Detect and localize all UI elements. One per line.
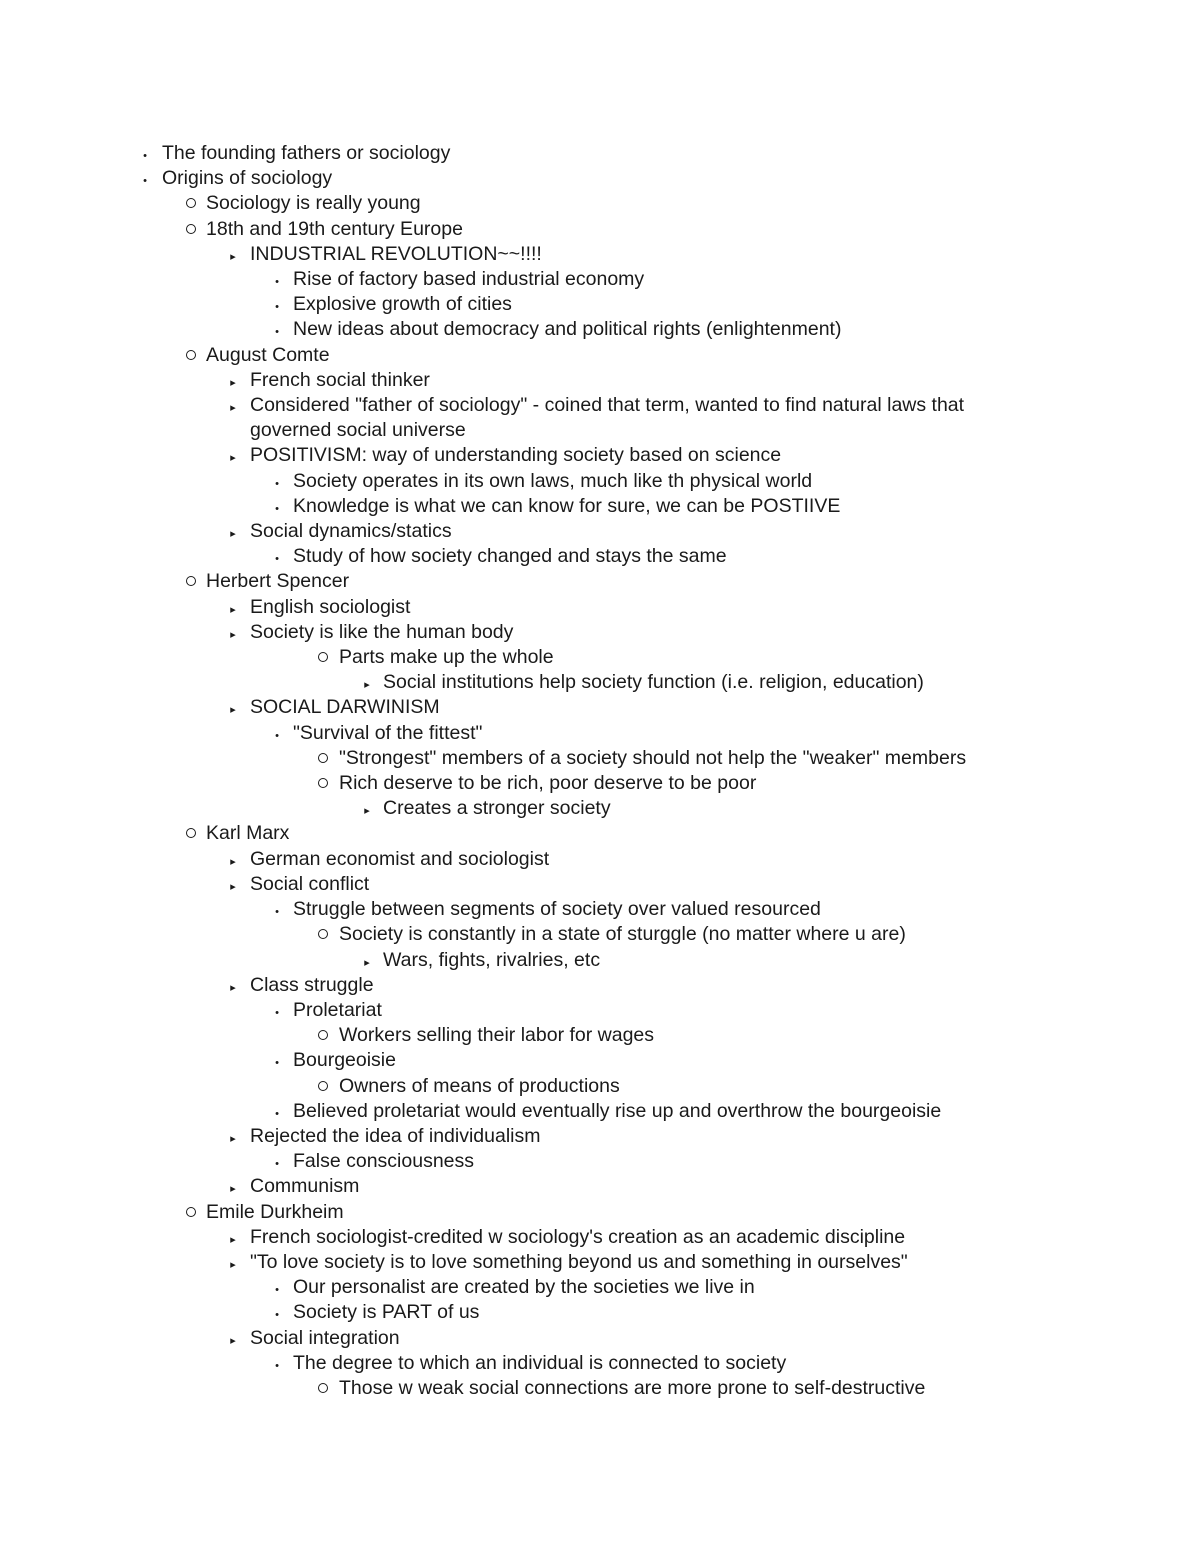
outline-item — [0, 267, 1200, 292]
outline-item — [0, 469, 1200, 494]
outline-item-text: Society is like the human body — [250, 620, 514, 643]
outline-item — [0, 1326, 1200, 1351]
bullet-icon — [271, 897, 283, 925]
outline-item — [0, 695, 1200, 720]
outline-item — [0, 796, 1200, 821]
outline-item — [0, 1351, 1200, 1376]
outline-item-text: Class struggle — [250, 973, 374, 996]
outline-item — [0, 217, 1200, 242]
triangle-bullet-icon — [227, 1174, 239, 1202]
outline-item — [0, 242, 1200, 267]
bullet-icon — [139, 141, 151, 169]
outline-item-text: Study of how society changed and stays the same — [293, 545, 727, 568]
outline-item-text: "Survival of the fittest" — [293, 721, 483, 744]
outline-item-text: New ideas about democracy and political rights (enlightenment) — [293, 318, 842, 341]
triangle-bullet-icon — [227, 1326, 239, 1354]
outline-item — [0, 1200, 1200, 1225]
outline-item — [0, 191, 1200, 216]
outline-item — [0, 771, 1200, 796]
outline-item-text: Society is constantly in a state of sturggle (no matter where u are) — [339, 923, 906, 946]
outline-item — [0, 1074, 1200, 1099]
outline-item — [0, 948, 1200, 973]
outline-item-text: Herbert Spencer — [206, 570, 350, 593]
outline-item-text: "Strongest" members of a society should not help the "weaker" members — [339, 746, 967, 769]
hollow-circle-bullet-icon — [185, 191, 197, 216]
outline-item — [0, 821, 1200, 846]
outline-item-text: False consciousness — [293, 1150, 475, 1173]
hollow-circle-bullet-icon — [185, 821, 197, 846]
outline-item — [0, 166, 1200, 191]
bullet-icon — [271, 998, 283, 1026]
outline-item — [0, 620, 1200, 645]
outline-item — [0, 1149, 1200, 1174]
outline-item — [0, 1300, 1200, 1325]
outline-item-text: Karl Marx — [206, 822, 290, 845]
outline-item — [0, 746, 1200, 771]
bullet-icon — [271, 317, 283, 345]
triangle-bullet-icon — [227, 443, 239, 471]
triangle-bullet-icon — [361, 670, 373, 698]
bullet-icon — [271, 1300, 283, 1328]
outline-item — [0, 1099, 1200, 1124]
outline-item-text: Rise of factory based industrial economy — [293, 268, 645, 291]
outline-item — [0, 544, 1200, 569]
hollow-circle-bullet-icon — [185, 217, 197, 242]
bullet-icon — [271, 494, 283, 522]
outline-item-text: 18th and 19th century Europe — [206, 217, 463, 240]
hollow-circle-bullet-icon — [317, 1023, 329, 1048]
triangle-bullet-icon — [227, 1225, 239, 1253]
bullet-icon — [271, 721, 283, 749]
outline-item-text: August Comte — [206, 343, 330, 366]
bullet-icon — [271, 1048, 283, 1076]
outline-item-text: Wars, fights, rivalries, etc — [383, 948, 601, 971]
outline-item — [0, 1376, 1200, 1401]
outline-item-text: English sociologist — [250, 595, 411, 618]
outline-item-text: Our personalist are created by the societies we live in — [293, 1276, 755, 1299]
outline-item — [0, 1225, 1200, 1250]
hollow-circle-bullet-icon — [317, 645, 329, 670]
outline-item-text: Proletariat — [293, 998, 382, 1021]
outline-item-text: Rich deserve to be rich, poor deserve to be poor — [339, 772, 757, 795]
outline-item — [0, 519, 1200, 544]
triangle-bullet-icon — [227, 519, 239, 547]
bullet-icon — [271, 292, 283, 320]
outline-item-text: Emile Durkheim — [206, 1200, 344, 1223]
outline-item — [0, 872, 1200, 897]
outline-item-text: The degree to which an individual is connected to society — [293, 1351, 787, 1374]
bullet-icon — [271, 267, 283, 295]
outline-item-text: Bourgeoisie — [293, 1049, 396, 1072]
outline-item — [0, 922, 1200, 947]
outline-item — [0, 1124, 1200, 1149]
outline-item — [0, 595, 1200, 620]
outline-item — [0, 393, 1200, 443]
bullet-icon — [271, 1351, 283, 1379]
outline-item — [0, 1174, 1200, 1199]
hollow-circle-bullet-icon — [317, 922, 329, 947]
outline-item-text: Explosive growth of cities — [293, 293, 512, 316]
outline-item-text: The founding fathers or sociology — [162, 142, 451, 164]
outline-item — [0, 1250, 1200, 1275]
outline-item-text: Considered "father of sociology" - coined that term, wanted to find natural laws that governed social universe — [250, 394, 965, 442]
outline-item-text: Those w weak social connections are more prone to self-destructive — [339, 1376, 926, 1399]
outline-item-text: SOCIAL DARWINISM — [250, 696, 440, 719]
triangle-bullet-icon — [227, 620, 239, 648]
triangle-bullet-icon — [227, 242, 239, 270]
outline-item-text: Society is PART of us — [293, 1301, 480, 1324]
outline-item — [0, 443, 1200, 468]
bullet-icon — [271, 1099, 283, 1127]
outline-item-text: Parts make up the whole — [339, 646, 554, 669]
outline-item — [0, 645, 1200, 670]
bullet-icon — [271, 1149, 283, 1177]
triangle-bullet-icon — [361, 948, 373, 976]
outline-item-text: Believed proletariat would eventually rise up and overthrow the bourgeoisie — [293, 1099, 942, 1122]
outline-item-text: "To love society is to love something beyond us and something in ourselves" — [250, 1250, 908, 1273]
hollow-circle-bullet-icon — [185, 343, 197, 368]
outline-item — [0, 1023, 1200, 1048]
outline-item — [0, 569, 1200, 594]
triangle-bullet-icon — [227, 695, 239, 723]
outline-item — [0, 1275, 1200, 1300]
outline-item-text: French social thinker — [250, 368, 430, 391]
outline-item-text: Knowledge is what we can know for sure, we can be POSTIIVE — [293, 494, 841, 517]
outline-item-text: German economist and sociologist — [250, 847, 550, 870]
outline-item — [0, 998, 1200, 1023]
bullet-icon — [139, 166, 151, 194]
outline-item — [0, 897, 1200, 922]
hollow-circle-bullet-icon — [185, 1200, 197, 1225]
triangle-bullet-icon — [227, 1250, 239, 1278]
outline-item-text: Society operates in its own laws, much like th physical world — [293, 469, 813, 492]
outline-item — [0, 141, 1200, 166]
outline-item — [0, 847, 1200, 872]
triangle-bullet-icon — [227, 1124, 239, 1152]
outline-item — [0, 721, 1200, 746]
outline-item — [0, 317, 1200, 342]
triangle-bullet-icon — [227, 393, 239, 421]
outline-item — [0, 1048, 1200, 1073]
outline-list — [0, 141, 1200, 1401]
outline-item-text: Struggle between segments of society over valued resourced — [293, 898, 821, 921]
hollow-circle-bullet-icon — [317, 1074, 329, 1099]
hollow-circle-bullet-icon — [317, 1376, 329, 1401]
outline-item — [0, 343, 1200, 368]
hollow-circle-bullet-icon — [185, 569, 197, 594]
outline-item — [0, 973, 1200, 998]
outline-item-text: POSITIVISM: way of understanding society based on science — [250, 444, 782, 467]
outline-item-text: Creates a stronger society — [383, 797, 611, 820]
triangle-bullet-icon — [227, 595, 239, 623]
hollow-circle-bullet-icon — [317, 746, 329, 771]
outline-item-text: Social dynamics/statics — [250, 520, 452, 543]
bullet-icon — [271, 469, 283, 497]
outline-item-text: Owners of means of productions — [339, 1074, 620, 1097]
outline-item — [0, 670, 1200, 695]
outline-item-text: Social institutions help society function (i.e. religion, education) — [383, 671, 924, 694]
triangle-bullet-icon — [227, 973, 239, 1001]
triangle-bullet-icon — [227, 872, 239, 900]
outline-item — [0, 368, 1200, 393]
outline-item-text: French sociologist-credited w sociology's creation as an academic discipline — [250, 1225, 906, 1248]
triangle-bullet-icon — [361, 796, 373, 824]
outline-item — [0, 292, 1200, 317]
outline-item-text: Sociology is really young — [206, 192, 421, 215]
bullet-icon — [271, 1275, 283, 1303]
outline-item-text: INDUSTRIAL REVOLUTION~~!!!! — [250, 242, 542, 265]
outline-item — [0, 494, 1200, 519]
outline-item-text: Communism — [250, 1175, 360, 1198]
outline-item-text: Social conflict — [250, 872, 370, 895]
outline-item-text: Rejected the idea of individualism — [250, 1124, 541, 1147]
outline-item-text: Social integration — [250, 1326, 400, 1349]
triangle-bullet-icon — [227, 368, 239, 396]
outline-item-text: Workers selling their labor for wages — [339, 1024, 655, 1047]
hollow-circle-bullet-icon — [317, 771, 329, 796]
outline-item-text: Origins of sociology — [162, 167, 333, 190]
bullet-icon — [271, 544, 283, 572]
triangle-bullet-icon — [227, 847, 239, 875]
